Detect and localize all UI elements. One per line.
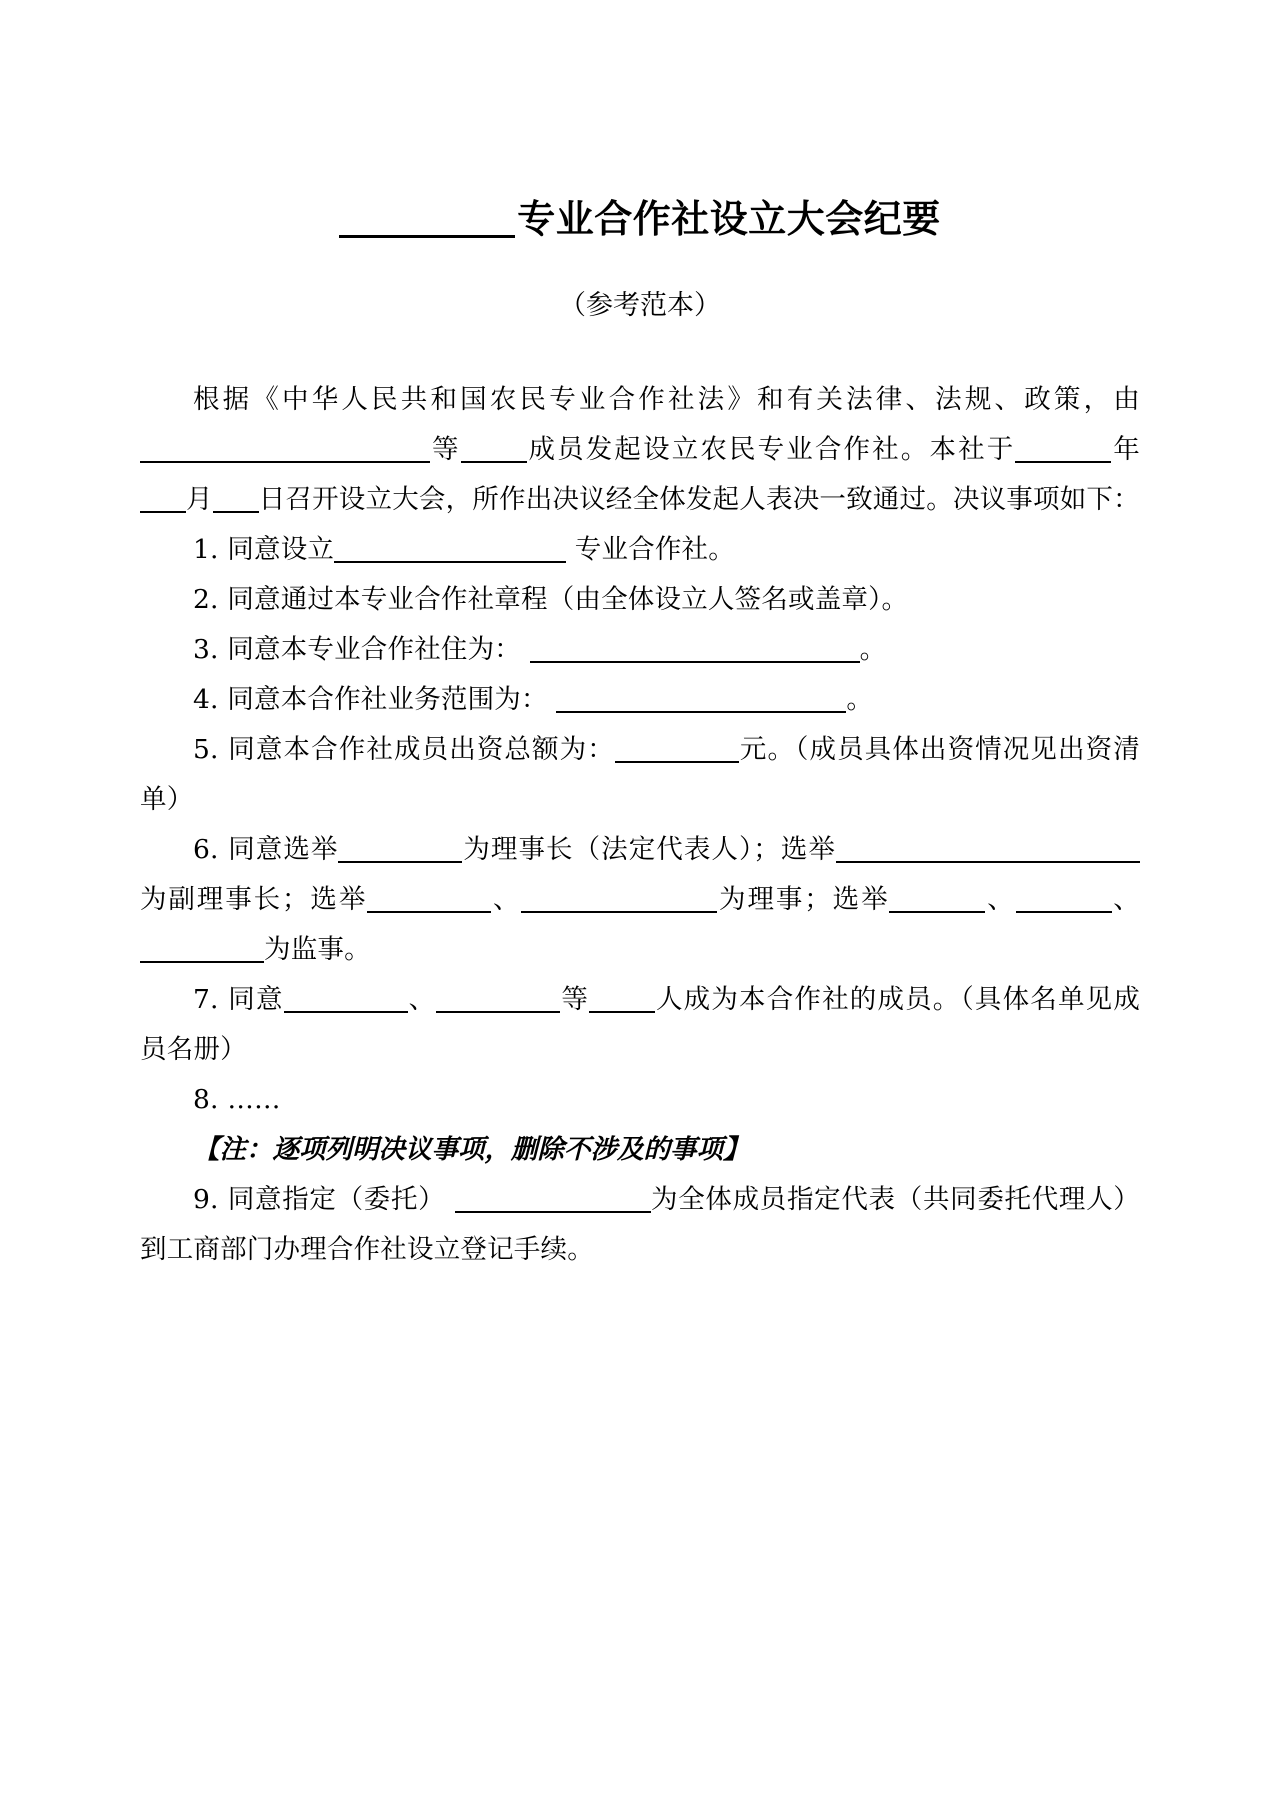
member-name-blank-1[interactable] — [284, 989, 408, 1013]
item-6-l1-a: 同意选举 — [228, 833, 339, 865]
item-6-l3-a: 举 — [861, 883, 890, 915]
supervisor-name-blank-3[interactable] — [140, 939, 264, 963]
preamble-line2-text3: 成员发起设立农民专业合作 — [526, 433, 873, 465]
item-6-l2-a: 为副理事长；选举 — [140, 883, 368, 915]
meeting-day-blank[interactable] — [213, 489, 259, 513]
resolution-item-3 — [140, 625, 1140, 675]
item-4-text-before: 同意本合作社业务范围为： — [227, 683, 548, 715]
item-6-l3-c: 、 — [1111, 883, 1140, 915]
item-9-number: 9. — [193, 1183, 219, 1215]
director-name-blank-1[interactable] — [367, 889, 491, 913]
member-total-blank[interactable] — [589, 989, 655, 1013]
coop-name-blank[interactable] — [334, 539, 566, 563]
item-6-l2-c: 为理事；选 — [717, 883, 862, 915]
coop-address-blank[interactable] — [530, 639, 860, 663]
meeting-year-blank[interactable] — [1015, 439, 1111, 463]
title-blank-field[interactable] — [339, 235, 515, 238]
designated-representative-blank[interactable] — [455, 1189, 651, 1213]
item-9-l2: 托代理人）到工商部门办理合作社设立登记手续。 — [140, 1183, 1141, 1265]
resolution-item-4 — [140, 675, 1140, 725]
item-3-text-before: 同意本专业合作社住为： — [227, 633, 522, 665]
item-8-text: …… — [227, 1083, 281, 1115]
item-3-number: 3. — [193, 633, 219, 665]
item-9-l1-b: 为全体成员指定代表（共同委 — [650, 1183, 1005, 1215]
preamble-line3-text4: 日召开设立大会，所作出决议经全体发 — [258, 483, 713, 515]
business-scope-blank[interactable] — [556, 689, 846, 713]
item-2-number: 2. — [193, 583, 219, 615]
item-5-text-mid: 元。（成员具体出 — [738, 733, 948, 765]
supervisor-name-blank-2[interactable] — [1016, 889, 1112, 913]
item-7-l2: 体名单见成员名册） — [140, 983, 1141, 1065]
preamble-line3-text2: 年 — [1111, 433, 1140, 465]
resolution-item-1 — [140, 525, 1140, 575]
item-5-text-cont: 资情况见出资清单） — [140, 733, 1140, 815]
title-text: 专业合作社设立大会纪要 — [517, 197, 941, 241]
item-1-text-before: 同意设立 — [227, 533, 335, 565]
resolution-item-7 — [140, 975, 1140, 1075]
item-6-l3-b: 、 — [985, 883, 1016, 915]
preamble-line2-text2: 等 — [430, 433, 461, 465]
item-8-number: 8. — [193, 1083, 219, 1115]
page-title — [140, 0, 1140, 244]
resolution-item-2 — [140, 575, 1140, 625]
item-1-number: 1. — [193, 533, 219, 565]
item-7-l1-b: 、 — [407, 983, 437, 1015]
preamble-line1: 根据《中华人民共和国农民专业合作社法》和有关法律、法规、 — [193, 383, 1025, 415]
item-9-l1-a: 同意指定（委托） — [227, 1183, 446, 1215]
director-name-blank-2[interactable] — [521, 889, 717, 913]
item-5-text-before: 同意本合作社成员出资总额为： — [228, 733, 615, 765]
vice-chairman-name-blank[interactable] — [836, 839, 988, 863]
item-2-text: 同意通过本专业合作社章程（由全体设立人签名或盖章）。 — [227, 583, 909, 615]
meeting-month-blank[interactable] — [140, 489, 186, 513]
item-4-number: 4. — [193, 683, 219, 715]
item-7-l1-d: 人成为本合作社的成员。（具 — [655, 983, 1003, 1015]
member-name-blank-2[interactable] — [436, 989, 560, 1013]
chairman-name-blank[interactable] — [338, 839, 462, 863]
resolution-item-9 — [140, 1175, 1140, 1275]
founders-names-blank[interactable] — [140, 439, 430, 463]
item-7-l1-c: 等 — [560, 983, 590, 1015]
total-capital-blank[interactable] — [615, 739, 739, 763]
document-subtitle: （参考范本） — [559, 289, 721, 321]
resolution-item-6 — [140, 825, 1140, 975]
document-body — [140, 323, 1140, 1275]
supervisor-name-blank-1[interactable] — [889, 889, 985, 913]
item-3-text-after: 。 — [859, 633, 887, 665]
preamble-line4: 起人表决一致通过。决议事项如下： — [712, 483, 1140, 515]
preamble-line3-text3: 月 — [186, 483, 213, 515]
item-4-text-after: 。 — [846, 683, 874, 715]
member-count-blank[interactable] — [461, 439, 527, 463]
document-content — [140, 0, 1140, 1275]
item-6-l2-b: 、 — [491, 883, 522, 915]
item-7-number: 7. — [193, 983, 219, 1015]
item-1-text-after: 专业合作社。 — [574, 533, 735, 565]
preamble-line2-text1: 政策，由 — [1024, 383, 1140, 415]
resolution-item-8 — [140, 1075, 1140, 1125]
preamble-line3-text1: 社。本社于 — [872, 433, 1016, 465]
editorial-note: 【注：逐项列明决议事项，删除不涉及的事项】 — [193, 1133, 750, 1165]
preamble-paragraph — [140, 375, 1140, 525]
item-6-l3-d: 为监事。 — [264, 933, 371, 965]
vice-chairman-name-blank-cont[interactable] — [988, 839, 1140, 863]
item-6-l1-b: 为理事长（法定代表人）；选举 — [462, 833, 836, 865]
resolution-item-5 — [140, 725, 1140, 825]
item-6-number: 6. — [193, 833, 219, 865]
item-7-l1-a: 同意 — [228, 983, 284, 1015]
item-5-number: 5. — [193, 733, 219, 765]
